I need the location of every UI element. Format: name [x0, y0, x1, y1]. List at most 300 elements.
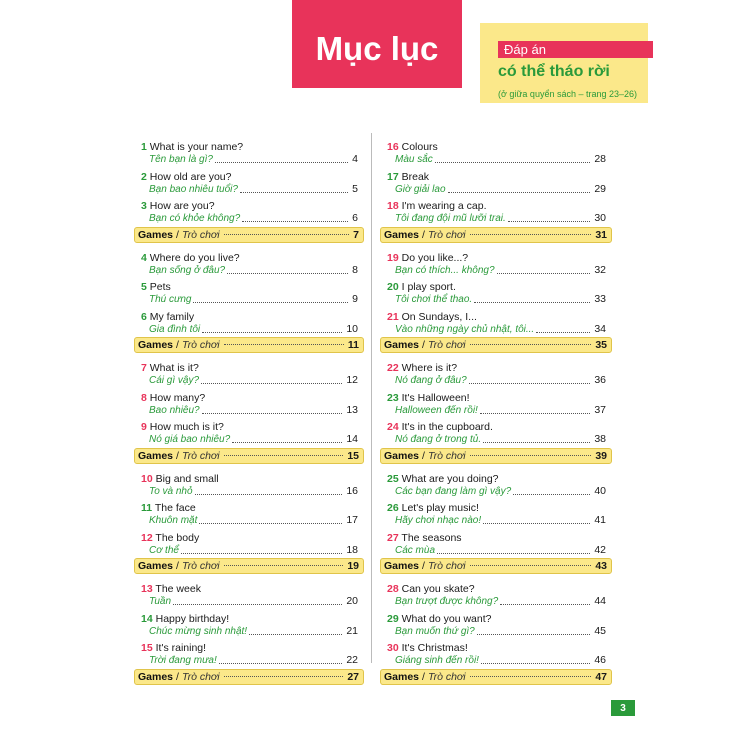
dot-leader [224, 233, 350, 235]
unit-title: I play sport. [401, 281, 456, 293]
page-ref: 29 [594, 182, 606, 195]
entry-subtitle-row [149, 544, 358, 556]
page-ref: 41 [594, 514, 606, 526]
page-ref: 35 [595, 339, 607, 351]
games-separator: / [422, 228, 425, 241]
toc-entry[interactable] [380, 526, 612, 556]
dot-leader [448, 191, 591, 193]
unit-title: Where is it? [401, 362, 458, 374]
dot-leader [201, 382, 342, 384]
page-ref: 45 [594, 624, 606, 637]
page-ref: 18 [346, 543, 358, 556]
unit-title-vi: Bao nhiêu? [149, 404, 200, 416]
games-label: Games [138, 339, 174, 351]
unit-title: How many? [149, 391, 206, 404]
unit-title: Do you like...? [401, 251, 469, 264]
page-ref: 9 [352, 293, 358, 305]
entry-subtitle-row [395, 625, 606, 637]
unit-title: The body [155, 531, 200, 544]
entry-subtitle-row [395, 433, 606, 445]
entry-subtitle-row [149, 264, 358, 276]
games-label-vi: Trò chơi [181, 339, 220, 351]
dot-leader [536, 331, 590, 333]
entry-title-row [141, 532, 199, 544]
entry-title-row [387, 311, 477, 323]
unit-title: The face [154, 502, 196, 514]
dot-leader [474, 301, 590, 303]
toc-entry[interactable] [380, 607, 612, 637]
unit-title: It's Christmas! [401, 642, 468, 654]
entry-title-row [141, 583, 201, 595]
games-separator: / [422, 560, 425, 572]
entry-title-row [387, 171, 429, 183]
unit-number: 2 [141, 170, 147, 183]
games-row[interactable] [134, 448, 364, 464]
unit-number: 13 [141, 583, 153, 595]
entry-subtitle-row [149, 595, 358, 607]
dot-leader [173, 603, 342, 605]
games-separator: / [176, 670, 179, 683]
answer-subtitle: có thể tháo rời [498, 63, 610, 80]
toc-entry[interactable] [134, 386, 364, 416]
toc-entry[interactable] [134, 467, 364, 497]
unit-number: 1 [141, 141, 147, 153]
entry-title-row [387, 281, 456, 293]
unit-number: 4 [141, 251, 147, 264]
games-separator: / [422, 449, 425, 462]
games-row[interactable] [380, 448, 612, 464]
entry-title-row [387, 362, 457, 374]
dot-leader [202, 331, 342, 333]
page-ref: 32 [594, 263, 606, 276]
unit-title-vi: Tôi chơi thể thao. [395, 294, 473, 305]
dot-leader [437, 552, 590, 554]
unit-title: Let's play music! [401, 502, 479, 514]
entry-title-row [141, 252, 240, 264]
entry-title-row [387, 392, 470, 404]
unit-number: 5 [141, 281, 147, 293]
unit-title-vi: Chúc mừng sinh nhật! [149, 625, 248, 637]
entry-title-row [387, 200, 487, 212]
page-ref: 27 [347, 670, 359, 683]
games-row[interactable] [380, 337, 612, 353]
answer-tag: Đáp án [498, 41, 653, 58]
entry-subtitle-row [395, 595, 606, 607]
dot-leader [215, 161, 348, 163]
entry-title-row [141, 421, 224, 433]
unit-title: What is your name? [149, 141, 244, 153]
toc-entry[interactable] [134, 275, 364, 305]
dot-leader [219, 662, 343, 664]
dot-leader [195, 493, 343, 495]
unit-number: 22 [387, 362, 399, 374]
dot-leader [232, 441, 342, 443]
entry-title-row [141, 141, 243, 153]
page-ref: 13 [346, 403, 358, 416]
unit-title-vi: Nó đang ở trong tủ. [395, 434, 482, 445]
page-number: 3 [611, 700, 635, 716]
unit-title: The week [155, 583, 201, 595]
answer-box [480, 23, 648, 103]
page-ref: 16 [346, 484, 358, 497]
page-ref: 38 [594, 433, 606, 445]
games-label: Games [384, 670, 420, 683]
entry-subtitle-row [149, 625, 358, 637]
games-label: Games [384, 449, 420, 462]
dot-leader [470, 343, 592, 345]
toc-entry[interactable] [380, 356, 612, 386]
toc-entry[interactable] [134, 496, 364, 526]
entry-title-row [387, 642, 468, 654]
toc-entry[interactable] [134, 526, 364, 556]
toc-entry[interactable] [134, 356, 364, 386]
entry-subtitle-row [149, 323, 358, 335]
entry-subtitle-row [149, 374, 358, 386]
toc-entry[interactable] [380, 246, 612, 276]
unit-number: 18 [387, 200, 399, 212]
entry-subtitle-row [395, 374, 606, 386]
entry-subtitle-row [395, 544, 606, 556]
games-label: Games [384, 228, 420, 241]
dot-leader [500, 603, 590, 605]
unit-title-vi: Halloween đến rồi! [395, 404, 478, 416]
entry-title-row [387, 532, 462, 544]
unit-number: 9 [141, 421, 147, 433]
unit-number: 26 [387, 502, 399, 514]
unit-title: What do you want? [401, 612, 492, 625]
toc-entry[interactable] [134, 577, 364, 607]
toc-entry[interactable] [380, 467, 612, 497]
unit-title-vi: Vào những ngày chủ nhật, tôi... [395, 323, 535, 335]
page-ref: 10 [346, 322, 358, 335]
entry-title-row [387, 502, 479, 514]
dot-leader [224, 343, 344, 345]
dot-leader [470, 454, 592, 456]
page-ref: 17 [346, 514, 358, 526]
unit-title: What is it? [149, 362, 199, 374]
unit-title: Where do you live? [149, 251, 240, 264]
page-ref: 40 [594, 484, 606, 497]
entry-subtitle-row [395, 323, 606, 335]
dot-leader [508, 220, 591, 222]
unit-title-vi: Nó đang ở đâu? [395, 375, 467, 386]
unit-title: It's Halloween! [401, 391, 470, 404]
toc-entry[interactable] [380, 165, 612, 195]
entry-subtitle-row [395, 264, 606, 276]
page-ref: 7 [353, 228, 359, 241]
entry-subtitle-row [395, 293, 606, 305]
unit-title-vi: Cơ thể [149, 544, 179, 556]
toc-entry[interactable] [380, 577, 612, 607]
unit-number: 19 [387, 251, 399, 264]
games-row[interactable] [134, 558, 364, 574]
unit-title: Big and small [155, 472, 219, 485]
unit-title-vi: Gia đình tôi [149, 323, 201, 335]
entry-subtitle-row [395, 485, 606, 497]
page-ref: 20 [346, 595, 358, 607]
unit-title-vi: Nó giá bao nhiêu? [149, 434, 231, 445]
unit-title: How old are you? [149, 170, 232, 183]
unit-title-vi: Màu sắc [395, 154, 433, 165]
unit-title-vi: Bạn có khỏe không? [149, 213, 241, 224]
toc-entry[interactable] [134, 607, 364, 637]
dot-leader [240, 191, 348, 193]
entry-subtitle-row [395, 404, 606, 416]
unit-title-vi: Tên bạn là gì? [149, 154, 213, 165]
unit-title: Break [401, 170, 430, 183]
unit-title-vi: Bạn muốn thứ gì? [395, 625, 475, 637]
page-ref: 43 [595, 560, 607, 572]
dot-leader [202, 412, 343, 414]
toc-entry[interactable] [380, 415, 612, 445]
unit-title-vi: Tôi đang đội mũ lưỡi trai. [395, 213, 506, 224]
games-label: Games [138, 449, 174, 462]
unit-number: 14 [141, 612, 153, 625]
games-label-vi: Trò chơi [427, 560, 466, 572]
unit-number: 6 [141, 310, 147, 323]
unit-title-vi: Thú cưng [149, 294, 192, 305]
toc-entry[interactable] [380, 194, 612, 224]
entry-title-row [141, 362, 199, 374]
page-ref: 46 [594, 654, 606, 666]
games-label-vi: Trò chơi [427, 449, 466, 462]
entry-subtitle-row [149, 433, 358, 445]
entry-title-row [141, 642, 206, 654]
page-ref: 6 [352, 212, 358, 224]
toc-left-column [134, 135, 364, 688]
page-ref: 15 [347, 449, 359, 462]
page-ref: 22 [346, 654, 358, 666]
dot-leader [249, 633, 342, 635]
entry-title-row [387, 421, 493, 433]
unit-number: 8 [141, 391, 147, 404]
page-ref: 30 [594, 212, 606, 224]
page-ref: 47 [595, 670, 607, 683]
unit-number: 15 [141, 642, 153, 654]
games-row[interactable] [134, 227, 364, 243]
dot-leader [435, 161, 591, 163]
unit-title-vi: Khuôn mặt [149, 515, 198, 526]
toc-entry[interactable] [134, 305, 364, 335]
entry-title-row [141, 281, 171, 293]
toc-entry[interactable] [134, 194, 364, 224]
unit-number: 23 [387, 391, 399, 404]
unit-number: 20 [387, 281, 399, 293]
page-ref: 34 [594, 322, 606, 335]
unit-title: What are you doing? [401, 472, 499, 485]
entry-subtitle-row [395, 514, 606, 526]
unit-number: 16 [387, 141, 399, 153]
toc-entry[interactable] [134, 246, 364, 276]
entry-title-row [141, 311, 194, 323]
entry-subtitle-row [149, 153, 358, 165]
entry-title-row [141, 200, 215, 212]
unit-number: 30 [387, 642, 399, 654]
page-ref: 36 [594, 374, 606, 386]
games-label-vi: Trò chơi [181, 228, 220, 241]
games-label: Games [138, 670, 174, 683]
page-ref: 11 [347, 339, 359, 351]
games-row[interactable] [380, 227, 612, 243]
entry-subtitle-row [395, 654, 606, 666]
unit-title: It's raining! [155, 642, 207, 654]
games-label-vi: Trò chơi [427, 670, 466, 683]
games-separator: / [176, 228, 179, 241]
toc-entry[interactable] [134, 165, 364, 195]
page-ref: 12 [346, 374, 358, 386]
dot-leader [224, 454, 344, 456]
games-separator: / [422, 670, 425, 683]
entry-subtitle-row [395, 183, 606, 195]
unit-number: 27 [387, 531, 399, 544]
dot-leader [483, 441, 590, 443]
unit-number: 11 [141, 502, 153, 514]
dot-leader [470, 564, 592, 566]
games-label: Games [384, 560, 420, 572]
unit-title-vi: Hãy chơi nhạc nào! [395, 515, 482, 526]
games-row[interactable] [380, 558, 612, 574]
entry-subtitle-row [149, 212, 358, 224]
dot-leader [513, 493, 590, 495]
games-separator: / [176, 560, 179, 572]
unit-title-vi: Giáng sinh đến rồi! [395, 655, 479, 666]
games-label-vi: Trò chơi [181, 670, 220, 683]
dot-leader [199, 522, 342, 524]
unit-number: 12 [141, 531, 153, 544]
unit-title: Happy birthday! [155, 612, 230, 625]
toc-entry[interactable] [380, 275, 612, 305]
unit-title: How much is it? [149, 421, 224, 433]
dot-leader [227, 272, 348, 274]
entry-title-row [387, 252, 468, 264]
dot-leader [470, 675, 592, 677]
dot-leader [469, 382, 591, 384]
entry-subtitle-row [149, 183, 358, 195]
unit-title-vi: Cái gì vậy? [149, 375, 200, 386]
page-ref: 19 [347, 560, 359, 572]
answer-note: (ở giữa quyển sách – trang 23–26) [498, 89, 638, 99]
unit-title-vi: Tuần [149, 596, 172, 607]
unit-number: 29 [387, 612, 399, 625]
unit-title-vi: Trời đang mưa! [149, 655, 217, 666]
unit-title-vi: Bạn sống ở đâu? [149, 264, 226, 276]
entry-subtitle-row [395, 212, 606, 224]
page-ref: 8 [352, 263, 358, 276]
page-ref: 14 [346, 433, 358, 445]
games-row[interactable] [380, 669, 612, 685]
unit-title-vi: To và nhỏ [149, 485, 193, 497]
entry-subtitle-row [395, 153, 606, 165]
entry-title-row [141, 613, 229, 625]
entry-subtitle-row [149, 293, 358, 305]
unit-title: On Sundays, I... [401, 310, 477, 323]
page-ref: 31 [595, 228, 607, 241]
entry-title-row [387, 141, 438, 153]
games-label-vi: Trò chơi [427, 228, 466, 241]
entry-title-row [141, 392, 205, 404]
toc-entry[interactable] [380, 135, 612, 165]
unit-number: 21 [387, 310, 399, 323]
games-row[interactable] [134, 669, 364, 685]
unit-number: 7 [141, 362, 147, 374]
games-label: Games [138, 228, 174, 241]
dot-leader [181, 552, 342, 554]
toc-entry[interactable] [134, 135, 364, 165]
dot-leader [497, 272, 591, 274]
unit-title-vi: Các mùa [395, 544, 436, 556]
dot-leader [470, 233, 592, 235]
entry-title-row [141, 502, 196, 514]
games-label-vi: Trò chơi [427, 339, 466, 351]
page-ref: 37 [594, 403, 606, 416]
entry-subtitle-row [149, 654, 358, 666]
page-title-box [292, 0, 462, 88]
unit-title: Can you skate? [401, 583, 475, 595]
games-separator: / [422, 339, 425, 351]
unit-title: The seasons [401, 531, 462, 544]
unit-title-vi: Bạn bao nhiêu tuổi? [149, 183, 238, 195]
entry-title-row [387, 473, 499, 485]
page-ref: 39 [595, 449, 607, 462]
unit-title-vi: Các bạn đang làm gì vậy? [395, 485, 512, 497]
unit-title: I'm wearing a cap. [401, 200, 487, 212]
games-label: Games [138, 560, 174, 572]
games-row[interactable] [134, 337, 364, 353]
unit-title-vi: Bạn trượt được không? [395, 596, 499, 607]
dot-leader [480, 412, 590, 414]
games-separator: / [176, 339, 179, 351]
page-ref: 21 [346, 624, 358, 637]
entry-title-row [141, 473, 219, 485]
unit-number: 17 [387, 170, 399, 183]
dot-leader [242, 220, 348, 222]
column-divider [371, 133, 372, 663]
unit-number: 28 [387, 583, 399, 595]
unit-number: 3 [141, 200, 147, 212]
dot-leader [477, 633, 591, 635]
entry-title-row [141, 171, 231, 183]
toc-entry[interactable] [380, 496, 612, 526]
unit-number: 24 [387, 421, 399, 433]
games-label: Games [384, 339, 420, 351]
toc-entry[interactable] [380, 386, 612, 416]
unit-title: My family [149, 310, 195, 323]
dot-leader [224, 675, 344, 677]
toc-entry[interactable] [380, 305, 612, 335]
unit-title: Pets [149, 281, 171, 293]
toc-entry[interactable] [134, 415, 364, 445]
unit-title-vi: Giờ giải lao [395, 183, 446, 195]
dot-leader [193, 301, 348, 303]
unit-title-vi: Bạn có thích... không? [395, 264, 495, 276]
entry-title-row [387, 613, 492, 625]
dot-leader [224, 564, 344, 566]
entry-subtitle-row [149, 514, 358, 526]
toc-entry[interactable] [380, 636, 612, 666]
games-label-vi: Trò chơi [181, 560, 220, 572]
entry-title-row [387, 583, 475, 595]
page-ref: 44 [594, 595, 606, 607]
page-ref: 33 [594, 293, 606, 305]
unit-number: 10 [141, 472, 153, 485]
unit-title: How are you? [149, 200, 215, 212]
toc-right-column [380, 135, 612, 688]
games-separator: / [176, 449, 179, 462]
page-ref: 5 [352, 182, 358, 195]
toc-entry[interactable] [134, 636, 364, 666]
dot-leader [481, 662, 590, 664]
unit-number: 25 [387, 472, 399, 485]
